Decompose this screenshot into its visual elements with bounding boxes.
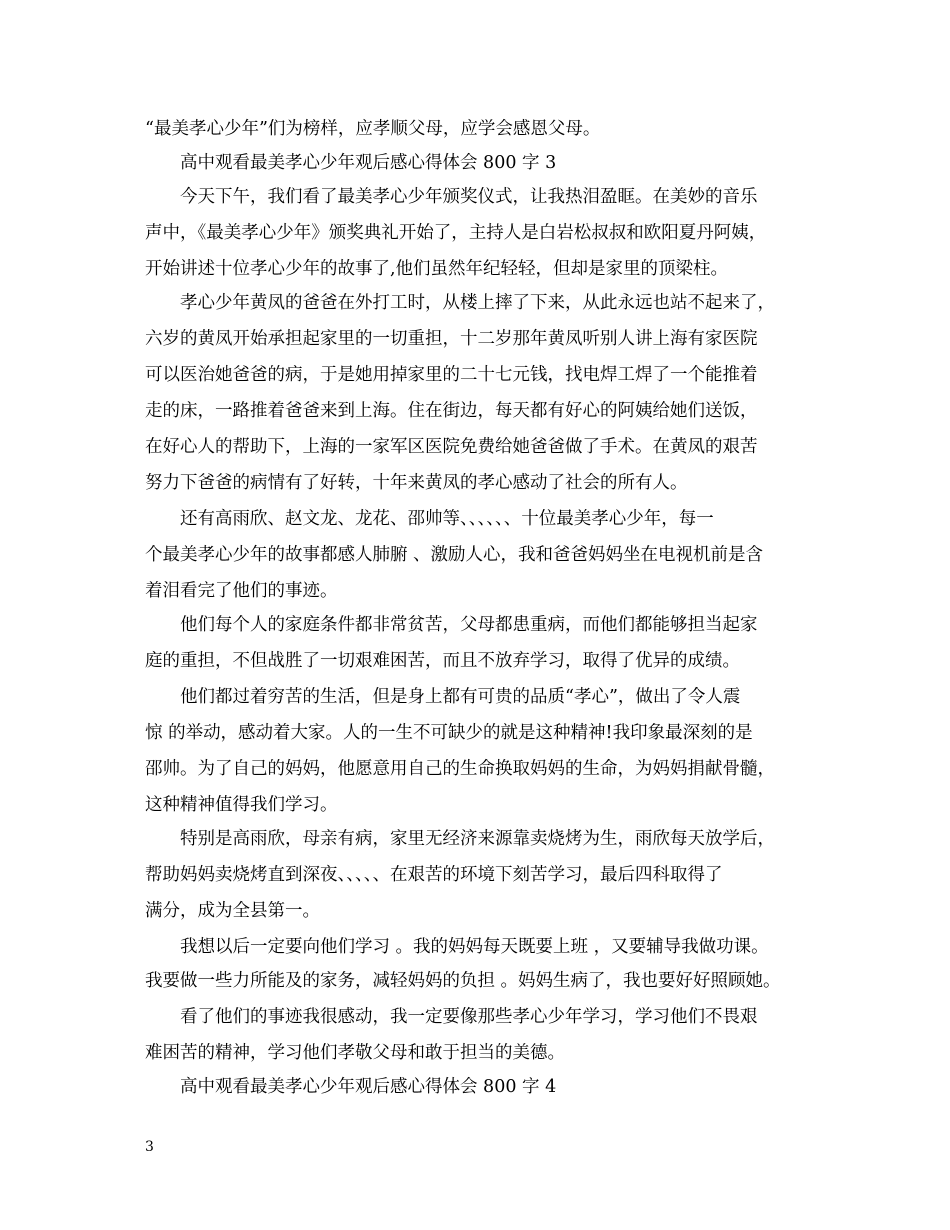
text-line: 努力下爸爸的病情有了好转，十年来黄凤的孝心感动了社会的所有人。 (145, 473, 688, 493)
text-line: 我想以后一定要向他们学习 。我的妈妈每天既要上班 ，又要辅导我做功课。 (180, 937, 769, 957)
text-line: 可以医治她爸爸的病，于是她用掉家里的二十七元钱，找电焊工焊了一个能推着 (145, 365, 758, 385)
text-line: 今天下午，我们看了最美孝心少年颁奖仪式，让我热泪盈眶。在美妙的音乐 (180, 187, 758, 207)
text-line: 六岁的黄凤开始承担起家里的一切重担，十二岁那年黄凤听别人讲上海有家医院 (145, 329, 758, 349)
text-line: 还有高雨欣、赵文龙、龙花、邵帅等、、、、、、十位最美孝心少年，每一 (180, 509, 714, 529)
text-line: 孝心少年黄凤的爸爸在外打工时，从楼上摔了下来，从此永远也站不起来了， (180, 293, 775, 313)
text-line: 邵帅。为了自己的妈妈，他愿意用自己的生命换取妈妈的生命，为妈妈捐献骨髓， (145, 759, 775, 779)
text-line: 他们都过着穷苦的生活，但是身上都有可贵的品质“孝心”，做出了令人震 (180, 687, 741, 707)
text-line: 着泪看完了他们的事迹。 (145, 581, 338, 601)
text-line: 在好心人的帮助下，上海的一家军区医院免费给她爸爸做了手术。在黄凤的艰苦 (145, 437, 758, 457)
text-line: 庭的重担，不但战胜了一切艰难困苦，而且不放弃学习，取得了优异的成绩。 (145, 651, 740, 671)
text-line: 他们每个人的家庭条件都非常贫苦，父母都患重病，而他们都能够担当起家 (180, 615, 758, 635)
text-line: 看了他们的事迹我很感动，我一定要像那些孝心少年学习，学习他们不畏艰 (180, 1007, 758, 1027)
text-line: 这种精神值得我们学习。 (145, 795, 338, 815)
text-line: 难困苦的精神，学习他们孝敬父母和敢于担当的美德。 (145, 1043, 565, 1063)
text-line: 我要做一些力所能及的家务，减轻妈妈的负担 。妈妈生病了，我也要好好照顾她。 (145, 971, 781, 991)
text-line: 走的床，一路推着爸爸来到上海。住在街边，每天都有好心的阿姨给她们送饭， (145, 401, 758, 421)
text-line: “最美孝心少年”们为榜样，应孝顺父母，应学会感恩父母。 (145, 119, 601, 139)
text-line: 满分，成为全县第一。 (145, 901, 320, 921)
text-line: 惊 的举动，感动着大家。人的一生不可缺少的就是这种精神!我印象最深刻的是 (145, 723, 753, 743)
section-heading: 高中观看最美孝心少年观后感心得体会 800 字 3 (180, 153, 557, 173)
text-line: 帮助妈妈卖烧烤直到深夜、、、、、在艰苦的环境下刻苦学习，最后四科取得了 (145, 865, 723, 885)
text-line: 个最美孝心少年的故事都感人肺腑 、激励人心，我和爸爸妈妈坐在电视机前是含 (145, 545, 764, 565)
text-line: 开始讲述十位孝心少年的故事了,他们虽然年纪轻轻，但却是家里的顶梁柱。 (145, 259, 729, 279)
text-line: 特别是高雨欣，母亲有病，家里无经济来源靠卖烧烤为生，雨欣每天放学后， (180, 829, 775, 849)
section-heading: 高中观看最美孝心少年观后感心得体会 800 字 4 (180, 1077, 557, 1097)
text-line: 声中，《最美孝心少年》颁奖典礼开始了，主持人是白岩松叔叔和欧阳夏丹阿姨， (145, 223, 767, 243)
page-number: 3 (145, 1139, 154, 1155)
